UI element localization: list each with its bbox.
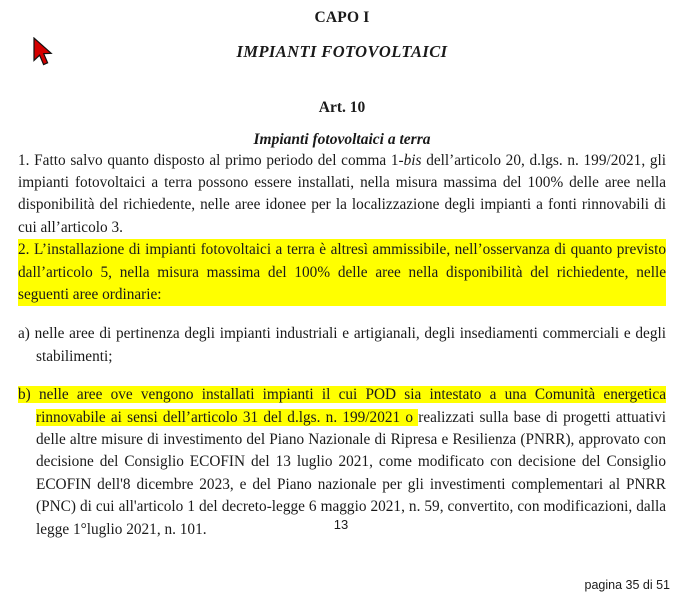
paragraph-1-text-before-italic: 1. Fatto salvo quanto disposto al primo periodo del comma 1- (18, 151, 404, 169)
list-item-a-text: a) nelle aree di pertinenza degli impianti industriali e artigianali, degli insediamenti commerciali e degli stabilimenti; (18, 325, 666, 365)
paragraph-2-text: 2. L’installazione di impianti fotovoltaici a terra è altresì ammissibile, nell’osservanza di quanto previsto dall’articolo 5, nella misura massima del 100% delle aree nella disponibilità del richiedente, nelle seguenti aree ordinarie: (18, 241, 666, 304)
article-number-heading: Art. 10 (318, 99, 366, 117)
document-body (18, 0, 666, 541)
chapter-title: IMPIANTI FOTOVOLTAICI (236, 41, 448, 61)
paragraph-1-text-after-italic: dell’articolo 20, d.lgs. n. 199/2021, gli impianti fotovoltaici a terra possono essere installati, nella misura massima del 100% delle aree nella disponibilità del richiedente, nelle aree idonee per la localizzazione degli impianti a fonti rinnovabili di cui all’articolo 3. (18, 151, 667, 236)
paragraph-1 (18, 150, 666, 240)
list-item-b-highlighted-text: b) nelle aree ove vengono installati impianti il cui POD sia intestato a una Comunità energetica rinnovabile ai sensi dell’articolo 31 del d.lgs. n. 199/2021 o (18, 386, 666, 426)
chapter-heading: CAPO I (314, 9, 370, 26)
paragraph-2-highlighted (18, 239, 666, 306)
page-number: 13 (333, 517, 349, 532)
article-title-heading: Impianti fotovoltaici a terra (253, 130, 431, 148)
paragraph-1-italic-term: bis (403, 151, 422, 169)
list-item (18, 323, 666, 368)
footer-page-indicator: pagina 35 di 51 (584, 578, 670, 592)
list-item-b-plain-text: realizzati sulla base di progetti attuativi delle altre misure di investimento del Piano Nazionale di Ripresa e Resilienza (PNRR), approvato con decisione del Consiglio ECOFIN del 13 luglio 2021, come modificato con decisione del Consiglio ECOFIN dell'8 dicembre 2023, e del Piano nazionale per gli investimenti complementari al PNRR (PNC) di cui all'articolo 1 del decreto-legge 6 maggio 2021, n. 59, convertito, con modificazioni, dalla legge 1°luglio 2021, n. 101. (36, 408, 666, 538)
